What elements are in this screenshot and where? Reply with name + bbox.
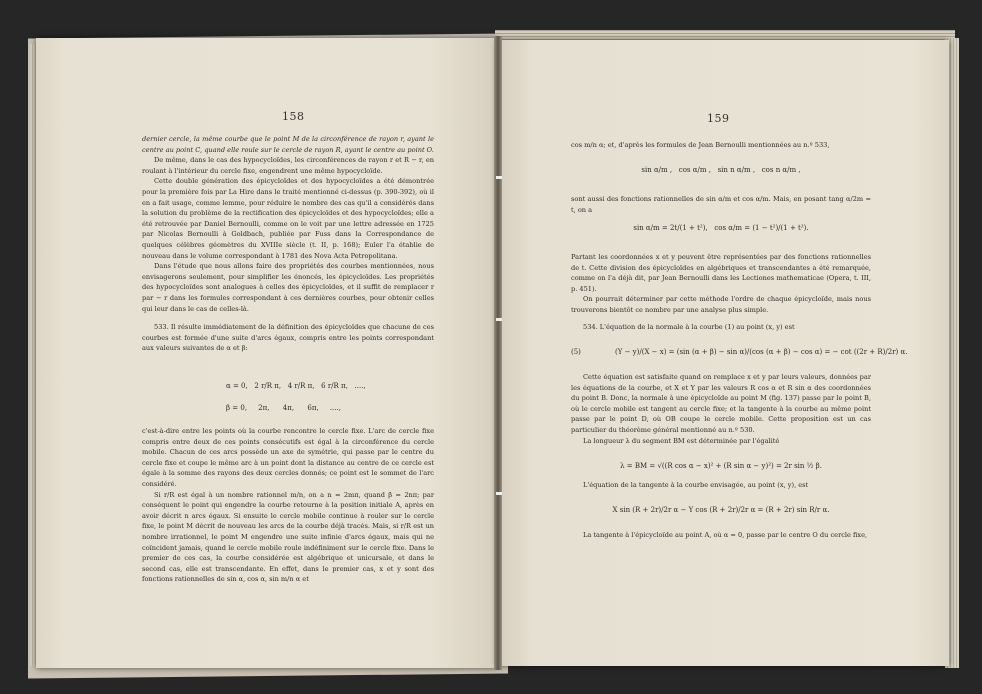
book-gutter	[494, 36, 502, 670]
paragraph: dernier cercle, la même courbe que le point M de la circonférence de rayon r, ayant le centre au point C, quand elle roule sur le cercle de rayon R, ayant le centre au point O.	[142, 135, 434, 154]
paragraph: 534. L'équation de la normale à la courbe (1) au point (x, y) est	[583, 322, 795, 331]
paragraph: La tangente à l'épicycloïde au point A, où α = 0, passe par le centre O du cercle fixe,	[583, 531, 868, 539]
paragraph: Partant les coordonnées x et y peuvent être représentées par des fonctions rationnelles de t. Cette division des épicycloïdes en algébriques et transcendantes a été remarquée, comme on l'a déjà dit, par Jean Bernoulli dans les Lectiones mathematicae (Opera, t. III, p. 451).	[571, 253, 871, 293]
equation: α = 0, 2 r/R π, 4 r/R π, 6 r/R π, ....,	[226, 382, 366, 390]
paragraph: Dans l'étude que nous allons faire des propriétés des courbes mentionnées, nous envisagerons seulement, pour simplifier les énoncés, les épicycloïdes. Les propriétés des hypocycloïdes sont analogues à celles des épicycloïdes, et il suffit de remplacer r par − r dans les formules correspondant à ces dernières courbes, pour obtenir celles qui leur dans le cas de celles-là.	[142, 262, 434, 313]
paragraph: On pourrait déterminer par cette méthode l'ordre de chaque épicycloïde, mais nous trouverons bientôt ce nombre par une analyse plus simple.	[571, 295, 871, 314]
binding-stitch	[496, 492, 502, 495]
equation-label: (5)	[571, 348, 581, 356]
paragraph: c'est-à-dire entre les points où la courbe rencontre le cercle fixe. L'arc de cercle fixe compris entre deux de ces points consécutifs est égal à la circonférence du cercle mobile. Chacun de ces arcs possède un axe de symétrie, qui passe par le centre du cercle fixe et coupe le même arc à un point dont la distance au centre de ce cercle est égale à la somme des rayons des deux cercles donnés; ce point est le sommet de l'arc considéré.	[142, 427, 434, 488]
equation: β = 0, 2π, 4π, 6π, ....,	[226, 404, 341, 412]
equation: sin α/m = 2t/(1 + t²), cos α/m = (1 − t²)/(1 + t²).	[633, 224, 809, 232]
equation: X sin (R + 2r)/2r α − Y cos (R + 2r)/2r α = (R + 2r) sin R/r α.	[612, 506, 830, 514]
paragraph: Cette double génération des épicycloïdes et des hypocycloïdes a été démontrée pour la première fois par La Hire dans le traité mentionné ci-dessus (p. 390-392), où il en a fait usage, comme lemme, pour réduire le nombre des cas qu'il a considérés dans la solution du problème de la rectification des épicycloïdes et des hypocycloïdes; elle a été retrouvée par Daniel Bernoulli, comme on le voit par une lettre adressée en 1725 par Nicolas Bernoulli à Goldbach, publiée par Fuss dans la Correspondance de quelques célèbres géomètres du XVIIIe siècle (t. II, p. 168); Euler l'a établie de nouveau dans le volume correspondant à 1781 des Nova Acta Petropolitana.	[142, 177, 434, 260]
paragraph: De même, dans le cas des hypocycloïdes, les circonférences de rayon r et R − r, en roulant à l'intérieur du cercle fixe, engendrent une même hypocycloïde.	[142, 156, 434, 175]
paragraph: La longueur λ du segment BM est déterminée par l'égalité	[583, 436, 780, 445]
text-block	[571, 252, 871, 332]
paragraph: cos m/n α; et, d'après les formules de Jean Bernoulli mentionnées au n.º 533,	[571, 141, 830, 149]
page-number: 159	[707, 112, 730, 125]
equation: (Y − y)/(X − x) = (sin (α + β) − sin α)/(cos (α + β) − cos α) = − cot ((2r + R)/2r) α.	[615, 348, 908, 356]
paragraph: L'équation de la tangente à la courbe envisagée, au point (x, y), est	[583, 481, 809, 489]
text-block	[571, 372, 871, 446]
equation: λ = BM = √((R cos α − x)² + (R sin α − y)²) = 2r sin ½ β.	[620, 462, 822, 470]
binding-stitch	[496, 176, 502, 179]
paragraph: Cette équation est satisfaite quand on remplace x et y par leurs valeurs, données par les équations de la courbe, et X et Y par les valeurs R cos α et R sin α des coordonnées du point B. Donc, la normale à une épicycloïde au point M (fig. 137) passe par le point B, où le cercle mobile est tangent au cercle fixe; et la tangente à la courbe au même point passe par le point D, où OB coupe le cercle mobile. Cette proposition est un cas particulier du théorème général mentionné au n.º 530.	[571, 373, 871, 434]
text-block	[142, 134, 434, 354]
binding-stitch	[496, 318, 502, 321]
left-page	[36, 38, 498, 668]
equation: sin α/m , cos α/m , sin n α/m , cos n α/m ,	[641, 166, 801, 174]
paragraph: 533. Il résulte immédiatement de la définition des épicycloïdes que chacune de ces courbes est formée d'une suite d'arcs égaux, compris entre les points correspondant aux valeurs suivantes de α et β:	[142, 323, 434, 353]
text-block	[142, 426, 434, 585]
page-number: 158	[282, 110, 305, 123]
right-page	[497, 40, 949, 666]
paragraph: sont aussi des fonctions rationnelles de sin α/m et cos α/m. Mais, en posant tang α/2m = t, on a	[571, 195, 871, 214]
paragraph: Si r/R est égal à un nombre rationnel m/n, on a n = 2mπ, quand β = 2nπ; par conséquent le point qui engendre la courbe retourne à la position initiale A, après en avoir décrit n arcs égaux. Si ensuite le cercle mobile continue à rouler sur le cercle fixe, le point M décrit de nouveau les arcs de la courbe déjà tracés. Mais, si r/R est un nombre irrationnel, le point M engendre une suite infinie d'arcs égaux, mais qui ne coïncident jamais, quand le cercle mobile roule indéfiniment sur le cercle fixe. Dans le premier de ces cas, la courbe considérée est algébrique et unicursale, et dans le second cas, elle est transcendante. En effet, dans le premier cas, x et y sont des fonctions rationnelles de sin α, cos α, sin m/n α et	[142, 490, 434, 584]
